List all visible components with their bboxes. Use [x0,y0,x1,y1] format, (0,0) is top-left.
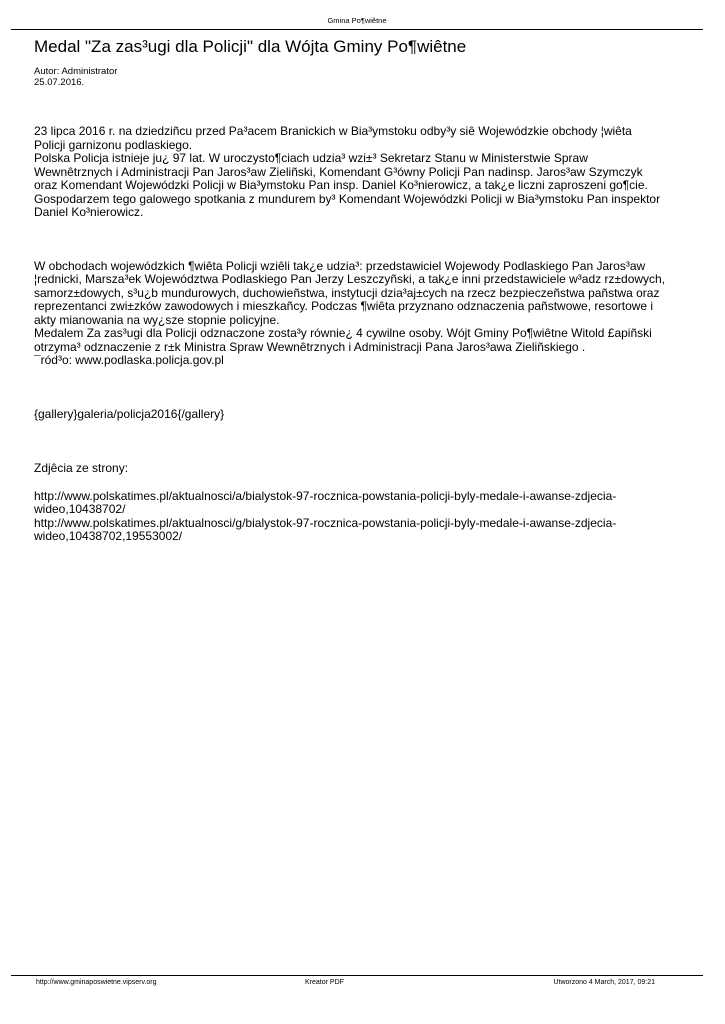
footer-generator: Kreator PDF [305,979,344,986]
footer-site-url[interactable]: http://www.gminaposwietne.vipserv.org [36,979,157,986]
page-footer [11,975,703,990]
page-header [11,13,703,30]
article-title: Medal "Za zas³ugi dla Policji" dla Wójta Gminy Po¶wiêtne [34,37,467,56]
article-body [34,125,694,544]
photos-source-label: Zdjêcia ze strony: [34,461,129,475]
article-meta [34,66,117,88]
site-name: Gmina Po¶wiêtne [327,16,387,25]
publish-date: 25.07.2016. [34,77,85,88]
gallery-placeholder: {gallery}galeria/policja2016{/gallery} [34,406,225,421]
paragraph-ceremony: 23 lipca 2016 r. na dziedziñcu przed Pa³acem Branickich w Bia³ymstoku odby³y siê Wojewódzkie obchody ¦wiêta Policji garnizonu podlaskiego. Polska Policja istnieje ju¿ 97 lat. W uroczysto¶ciach udzia³ wzi±³ Sekretarz Stanu w Ministerstwie Spraw Wewnêtrznych i Administracji Pan Jaros³aw Zieliñski, Komendant G³ówny Policji Pan nadinsp. Jaros³aw Szymczyk oraz Komendant Wojewódzki Policji w Bia³ymstoku Pan insp. Daniel Ko³nierowicz, a tak¿e liczni zaproszeni go¶cie. Gospodarzem tego galowego spotkania z mundurem by³ Komendant Wojewódzki Policji w Bia³ymstoku Pan inspektor Daniel Ko³nierowicz. [34,124,661,219]
photo-source-links[interactable]: http://www.polskatimes.pl/aktualnosci/a/bialystok-97-rocznica-powstania-policji-byly-medale-i-awanse-zdjecia- wideo,10438702/ http://www.polskatimes.pl/aktualnosci/g/bialystok-97-rocznica-powstania-policji-byly-medale-i-awanse-zdjecia- wideo,10438702,19553002/ [34,488,617,543]
footer-created-date: Utworzono 4 March, 2017, 09:21 [553,979,655,986]
paragraph-participants: W obchodach wojewódzkich ¶wiêta Policji wziêli tak¿e udzia³: przedstawiciel Wojewody Podlaskiego Pan Jaros³aw ¦rednicki, Marsza³ek Województwa Podlaskiego Pan Jerzy Leszczyñski, a tak¿e inni przedstawiciele w³adz rz±dowych, samorz±dowych, s³u¿b mundurowych, duchowieñstwa, instytucji dzia³aj±cych na rzecz bezpieczeñstwa pañstwa oraz reprezentanci zwi±zków zawodowych i mieszkañcy. Podczas ¶wiêta przyznano odznaczenia pañstwowe, resortowe i akty mianowania na wy¿sze stopnie policyjne. Medalem Za zas³ugi dla Policji odznaczone zosta³y równie¿ 4 cywilne osoby. Wójt Gminy Po¶wiêtne Witold £apiñski otrzyma³ odznaczenie z r±k Ministra Spraw Wewnêtrznych i Administracji Pana Jaros³awa Zieliñskiego . ¯ród³o: www.podlaska.policja.gov.pl [34,258,666,367]
author-line: Autor: Administrator [34,66,118,77]
